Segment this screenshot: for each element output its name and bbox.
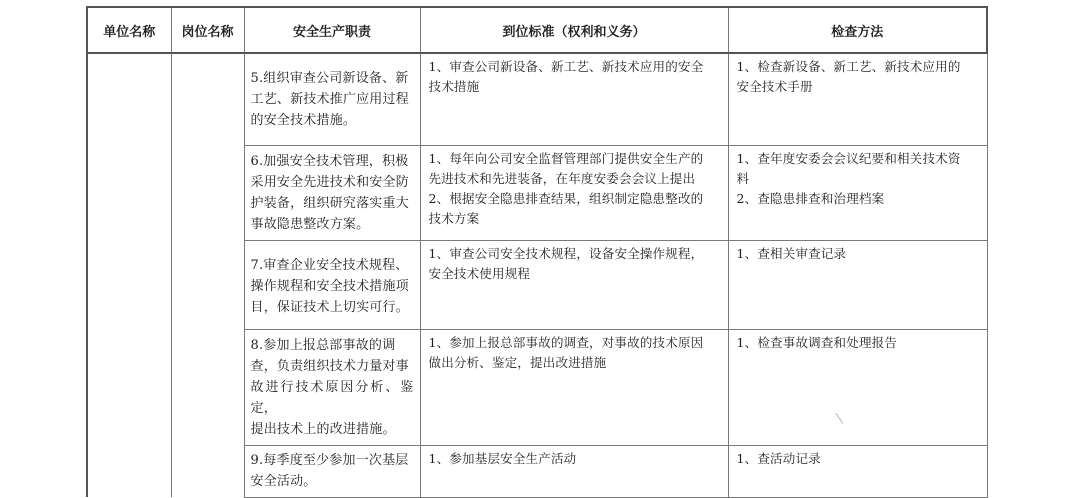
method-text: 1、查活动记录 bbox=[736, 450, 821, 466]
duty-cell bbox=[244, 145, 420, 240]
method-text: 安全技术手册 bbox=[736, 79, 813, 94]
standard-text: 1、审查公司安全技术规程，设备安全操作规程， bbox=[428, 245, 704, 261]
standard-text: 1、参加基层安全生产活动 bbox=[428, 450, 577, 466]
method-cell bbox=[728, 329, 987, 445]
header-unit-name: 单位名称 bbox=[87, 7, 171, 53]
table-header-row bbox=[87, 7, 987, 53]
duty-cell bbox=[244, 53, 420, 145]
standard-cell bbox=[420, 53, 728, 145]
unit-name-cell bbox=[87, 53, 171, 497]
duty-text: 采用安全先进技术和安全防 bbox=[250, 174, 409, 190]
table-row bbox=[87, 53, 987, 145]
method-text: 1、查相关审查记录 bbox=[736, 245, 847, 261]
duty-text: 6.加强安全技术管理，积极 bbox=[250, 153, 409, 169]
duty-cell bbox=[244, 445, 420, 497]
duty-cell bbox=[244, 329, 420, 445]
method-text: 1、检查事故调查和处理报告 bbox=[736, 334, 898, 350]
method-text: 1、检查新设备、新工艺、新技术应用的 bbox=[736, 59, 961, 74]
header-check-method: 检查方法 bbox=[728, 7, 987, 53]
header-position-name: 岗位名称 bbox=[171, 7, 244, 53]
safety-duty-table bbox=[86, 6, 988, 498]
method-cell bbox=[728, 240, 987, 329]
duty-text: 事故隐患整改方案。 bbox=[250, 216, 370, 232]
method-cell bbox=[728, 53, 987, 145]
standard-text: 安全技术使用规程 bbox=[428, 265, 531, 281]
duty-text: 5.组织审查公司新设备、新 bbox=[250, 71, 409, 86]
standard-text: 1、每年向公司安全监督管理部门提供安全生产的 bbox=[428, 150, 704, 166]
standard-text: 2、根据安全隐患排查结果，组织制定隐患整改的 bbox=[428, 190, 704, 206]
standard-cell bbox=[420, 145, 728, 240]
method-cell bbox=[728, 445, 987, 497]
duty-text: 故进行技术原因分析、鉴定， bbox=[250, 379, 414, 416]
standard-text: 1、参加上报总部事故的调查，对事故的技术原因 bbox=[428, 334, 704, 350]
method-text: 料 bbox=[736, 170, 750, 186]
header-standard: 到位标准（权利和义务） bbox=[420, 7, 728, 53]
duty-text: 9.每季度至少参加一次基层 bbox=[250, 452, 409, 468]
duty-text: 查，负责组织技术力量对事 bbox=[250, 358, 409, 374]
standard-text: 技术方案 bbox=[428, 210, 480, 226]
standard-text: 先进技术和先进装备，在年度安委会会议上提出 bbox=[428, 170, 696, 186]
standard-cell bbox=[420, 240, 728, 329]
duty-text: 护装备，组织研究落实重大 bbox=[250, 195, 409, 211]
standard-cell bbox=[420, 329, 728, 445]
duty-text: 操作规程和安全技术措施项 bbox=[250, 278, 409, 294]
duty-text: 8.参加上报总部事故的调 bbox=[250, 337, 396, 353]
method-text: 1、查年度安委会会议纪要和相关技术资 bbox=[736, 150, 961, 166]
standard-cell bbox=[420, 445, 728, 497]
header-safety-duty: 安全生产职责 bbox=[244, 7, 420, 53]
duty-text: 的安全技术措施。 bbox=[250, 113, 357, 128]
standard-text: 技术措施 bbox=[428, 79, 480, 94]
position-name-cell bbox=[171, 53, 244, 497]
duty-text: 提出技术上的改进措施。 bbox=[250, 421, 396, 437]
duty-cell bbox=[244, 240, 420, 329]
standard-text: 1、审查公司新设备、新工艺、新技术应用的安全 bbox=[428, 59, 704, 74]
duty-text: 7.审查企业安全技术规程、 bbox=[250, 257, 409, 273]
duty-text: 安全活动。 bbox=[250, 473, 317, 489]
method-text: 2、查隐患排查和治理档案 bbox=[736, 190, 885, 206]
standard-text: 做出分析、鉴定，提出改进措施 bbox=[428, 354, 607, 370]
duty-text: 目，保证技术上切实可行。 bbox=[250, 299, 409, 315]
duty-text: 工艺、新技术推广应用过程 bbox=[250, 92, 409, 107]
method-cell bbox=[728, 145, 987, 240]
